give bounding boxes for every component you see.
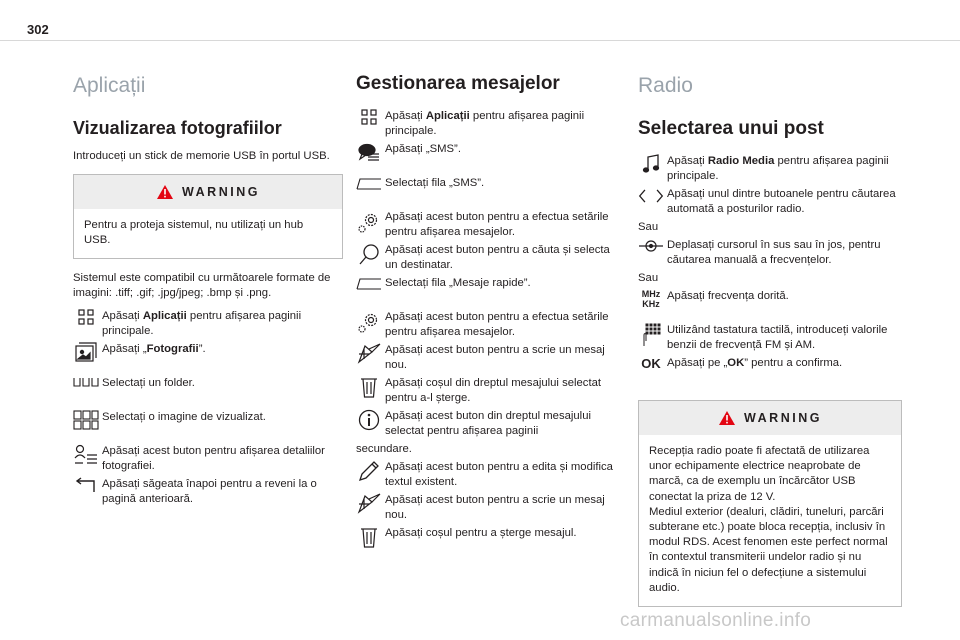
keypad-icon <box>638 323 664 347</box>
step-text: Apăsați „SMS”. <box>385 143 461 155</box>
step-text: Apăsați acest buton pentru a căuta și selecta un destinatar. <box>385 244 610 271</box>
warning-triangle-icon <box>156 184 174 200</box>
step-row <box>356 142 616 166</box>
step-row <box>638 238 902 268</box>
search-icon <box>356 243 382 267</box>
warning-triangle-icon <box>718 410 736 426</box>
or-text: Sau <box>638 221 659 233</box>
image-grid-icon <box>73 410 99 434</box>
step-row <box>73 342 343 366</box>
tab-icon <box>356 276 382 300</box>
step-text: Apăsați unul dintre butoanele pentru căutarea automată a posturilor radio. <box>667 188 896 215</box>
warning-header <box>639 401 901 435</box>
settings-gear-icon <box>356 310 382 334</box>
step-text: Selectați fila „Mesaje rapide”. <box>385 277 531 289</box>
trash-icon <box>356 376 382 400</box>
step-text: Apăsați Aplicații pentru afișarea paginii principale. <box>102 310 302 338</box>
step-row <box>638 356 902 380</box>
heading-select-station: Selectarea unui post <box>638 118 824 139</box>
column-radio <box>638 60 902 619</box>
warning-box <box>73 174 343 259</box>
step-row <box>73 376 343 400</box>
step-text: Apăsați acest buton pentru a edita și modifica textul existent. <box>385 461 613 488</box>
step-text: Utilizând tastatura tactilă, introduceți valorile benzii de frecvență FM și AM. <box>667 324 888 351</box>
step-row <box>356 176 616 200</box>
ok-button-icon: OK <box>641 356 661 371</box>
folder-list-icon <box>73 376 99 400</box>
details-icon <box>73 444 99 468</box>
footer-watermark: carmanualsonline.info <box>620 610 812 631</box>
step-row <box>356 493 616 523</box>
edit-pencil-icon <box>356 460 382 484</box>
step-row <box>356 109 616 139</box>
heading-photos: Vizualizarea fotografiilor <box>73 118 282 138</box>
step-row <box>638 187 902 217</box>
step-text: Apăsați frecvența dorită. <box>667 290 789 302</box>
step-text: Apăsați acest buton pentru afișarea detaliilor fotografiei. <box>102 445 325 473</box>
section-title-applications: Aplicații <box>73 74 146 97</box>
step-text: Selectați fila „SMS”. <box>385 177 485 189</box>
header-rule <box>0 40 960 41</box>
new-message-icon <box>356 343 382 367</box>
or-text: Sau <box>638 272 659 284</box>
step-row <box>356 376 616 406</box>
new-message-icon <box>356 493 382 517</box>
trash-icon <box>356 526 382 550</box>
step-row <box>356 526 616 550</box>
step-row <box>73 444 343 474</box>
step-row <box>356 243 616 273</box>
formats-text: Sistemul este compatibil cu următoarele formate de imagini: .tiff; .gif; .jpg/jpeg; .bmp și .png. <box>73 272 331 300</box>
step-text: Apăsați acest buton pentru a scrie un mesaj nou. <box>385 494 605 521</box>
step-text: Selectați un folder. <box>102 377 195 390</box>
step-row <box>356 460 616 490</box>
heading-messages: Gestionarea mesajelor <box>356 73 560 94</box>
warning-title: WARNING <box>744 411 822 425</box>
step-text: Deplasați cursorul în sus sau în jos, pentru căutarea manuală a frecvențelor. <box>667 239 881 266</box>
step-row <box>73 309 343 339</box>
slider-cursor-icon <box>638 238 664 262</box>
step-row <box>638 154 902 184</box>
step-row <box>638 323 902 353</box>
step-text: Apăsați acest buton din dreptul mesajului selectat pentru afișarea paginii <box>385 410 591 437</box>
step-row <box>73 410 343 434</box>
info-icon <box>356 409 382 433</box>
page-number: 302 <box>27 22 49 37</box>
step-text: Apăsați „Fotografii”. <box>102 343 206 356</box>
warning-title: WARNING <box>182 185 260 199</box>
step-row <box>356 409 616 439</box>
warning-text: Pentru a proteja sistemul, nu utilizați un hub USB. <box>84 219 304 247</box>
step-text: Apăsați coșul pentru a șterge mesajul. <box>385 527 577 539</box>
step-text: Apăsați acest buton pentru a efectua setările pentru afișarea mesajelor. <box>385 311 609 338</box>
step-row <box>73 477 343 507</box>
section-title-radio: Radio <box>638 74 693 97</box>
step-text: Apăsați săgeata înapoi pentru a reveni la o pagină anterioară. <box>102 478 317 506</box>
column-messages <box>356 60 616 553</box>
step-text: Apăsați coșul din dreptul mesajului selectat pentru a-l șterge. <box>385 377 602 404</box>
step-row <box>356 210 616 240</box>
music-note-icon <box>638 154 664 178</box>
step-text: Apăsați acest buton pentru a efectua setările pentru afișarea mesajelor. <box>385 211 609 238</box>
frequency-unit-icon: MHz KHz <box>641 289 661 309</box>
step-row <box>356 276 616 300</box>
back-arrow-icon <box>73 477 99 501</box>
continuation-text: secundare. <box>356 443 412 455</box>
step-row <box>638 289 902 313</box>
step-text: Apăsați Aplicații pentru afișarea paginii principale. <box>385 110 585 137</box>
warning-text: Recepția radio poate fi afectată de utilizarea unor echipamente electrice neaprobate de marcă, ca de exemplu un încărcător USB conectat la priza de 12 V. Mediul exterior (dealuri, clădiri, tuneluri, parcări subterane etc.) poate bloca recepția, inclusiv în modul RDS. Acest fenomen este perfect normal în contextul transmiterii undelor radio și nu indică în niciun fel o defecțiune a sistemului audio. <box>649 445 888 594</box>
tab-icon <box>356 176 382 200</box>
apps-grid-icon <box>73 309 99 333</box>
intro-text: Introduceți un stick de memorie USB în portul USB. <box>73 150 330 162</box>
step-text: Apăsați Radio Media pentru afișarea paginii principale. <box>667 155 889 182</box>
settings-gear-icon <box>356 210 382 234</box>
sms-icon <box>356 142 382 166</box>
warning-header <box>74 175 342 209</box>
warning-box <box>638 400 902 607</box>
seek-arrows-icon <box>638 187 664 211</box>
step-text: Apăsați pe „OK” pentru a confirma. <box>667 357 843 369</box>
column-photos <box>73 60 343 510</box>
step-row <box>356 343 616 373</box>
photos-icon <box>73 342 99 366</box>
step-text: Selectați o imagine de vizualizat. <box>102 411 266 424</box>
apps-grid-icon <box>356 109 382 133</box>
step-row <box>356 310 616 340</box>
step-text: Apăsați acest buton pentru a scrie un mesaj nou. <box>385 344 605 371</box>
